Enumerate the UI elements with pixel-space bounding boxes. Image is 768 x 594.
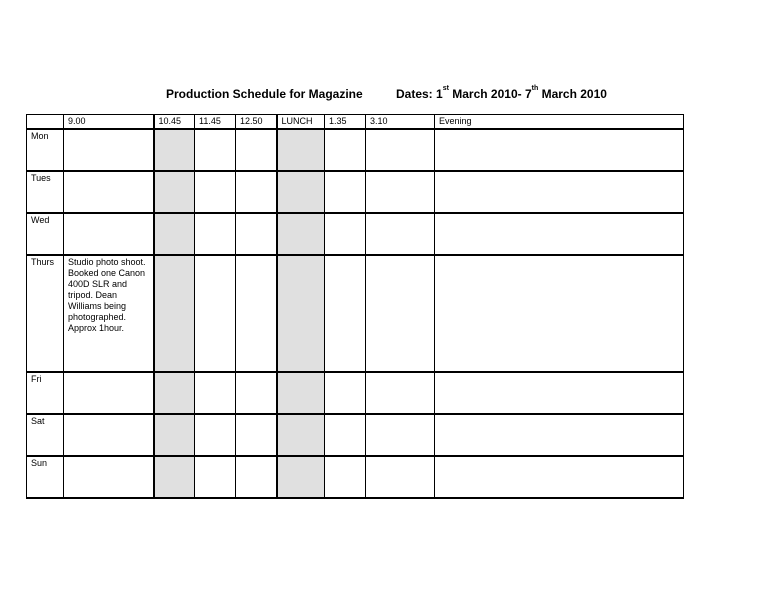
- header-9-00: 9.00: [64, 115, 154, 130]
- cell-1-35: [325, 171, 366, 213]
- header-10-45: 10.45: [154, 115, 195, 130]
- cell-12-50: [236, 129, 277, 171]
- cell-lunch: [277, 414, 325, 456]
- cell-3-10: [366, 414, 435, 456]
- cell-lunch: [277, 372, 325, 414]
- cell-12-50: [236, 213, 277, 255]
- cell-1-35: [325, 213, 366, 255]
- cell-lunch: [277, 129, 325, 171]
- table-row: [27, 255, 684, 372]
- cell-1-35: [325, 456, 366, 498]
- cell-1-35: [325, 129, 366, 171]
- cell-evening: [435, 456, 684, 498]
- cell-9-00: Studio photo shoot. Booked one Canon 400D SLR and tripod. Dean Williams being photographed. Approx 1hour.: [64, 255, 154, 372]
- cell-3-10: [366, 171, 435, 213]
- cell-9-00: [64, 414, 154, 456]
- cell-12-50: [236, 372, 277, 414]
- header-day: [27, 115, 64, 130]
- cell-12-50: [236, 255, 277, 372]
- cell-9-00: [64, 171, 154, 213]
- cell-1-35: [325, 372, 366, 414]
- cell-11-45: [195, 414, 236, 456]
- day-label: Sun: [27, 456, 64, 498]
- table-row: [27, 372, 684, 414]
- header-11-45: 11.45: [195, 115, 236, 130]
- day-label: Wed: [27, 213, 64, 255]
- cell-9-00: [64, 372, 154, 414]
- header-12-50: 12.50: [236, 115, 277, 130]
- schedule-table: [26, 114, 684, 499]
- cell-12-50: [236, 171, 277, 213]
- cell-3-10: [366, 456, 435, 498]
- day-label: Mon: [27, 129, 64, 171]
- cell-lunch: [277, 213, 325, 255]
- cell-9-00: [64, 456, 154, 498]
- cell-11-45: [195, 372, 236, 414]
- cell-10-45: [154, 129, 195, 171]
- table-row: [27, 213, 684, 255]
- header-row: [27, 115, 684, 130]
- cell-1-35: [325, 414, 366, 456]
- schedule-title: Production Schedule for Magazine: [166, 87, 363, 101]
- cell-3-10: [366, 129, 435, 171]
- cell-11-45: [195, 255, 236, 372]
- cell-9-00: [64, 129, 154, 171]
- cell-11-45: [195, 456, 236, 498]
- day-label: Sat: [27, 414, 64, 456]
- cell-9-00: [64, 213, 154, 255]
- cell-10-45: [154, 171, 195, 213]
- cell-10-45: [154, 456, 195, 498]
- cell-evening: [435, 414, 684, 456]
- header-lunch: LUNCH: [277, 115, 325, 130]
- header-3-10: 3.10: [366, 115, 435, 130]
- cell-evening: [435, 372, 684, 414]
- header-evening: Evening: [435, 115, 684, 130]
- cell-10-45: [154, 255, 195, 372]
- day-label: Thurs: [27, 255, 64, 372]
- header-1-35: 1.35: [325, 115, 366, 130]
- day-label: Fri: [27, 372, 64, 414]
- schedule-dates: Dates: 1st March 2010- 7th March 2010: [396, 85, 607, 101]
- cell-11-45: [195, 171, 236, 213]
- cell-1-35: [325, 255, 366, 372]
- cell-evening: [435, 213, 684, 255]
- cell-3-10: [366, 213, 435, 255]
- table-row: [27, 414, 684, 456]
- cell-10-45: [154, 414, 195, 456]
- cell-3-10: [366, 372, 435, 414]
- cell-12-50: [236, 456, 277, 498]
- cell-evening: [435, 171, 684, 213]
- cell-10-45: [154, 372, 195, 414]
- cell-evening: [435, 255, 684, 372]
- cell-evening: [435, 129, 684, 171]
- cell-12-50: [236, 414, 277, 456]
- table-row: [27, 171, 684, 213]
- cell-lunch: [277, 171, 325, 213]
- table-row: [27, 129, 684, 171]
- cell-11-45: [195, 129, 236, 171]
- cell-11-45: [195, 213, 236, 255]
- cell-10-45: [154, 213, 195, 255]
- day-label: Tues: [27, 171, 64, 213]
- cell-lunch: [277, 456, 325, 498]
- cell-lunch: [277, 255, 325, 372]
- cell-3-10: [366, 255, 435, 372]
- table-row: [27, 456, 684, 498]
